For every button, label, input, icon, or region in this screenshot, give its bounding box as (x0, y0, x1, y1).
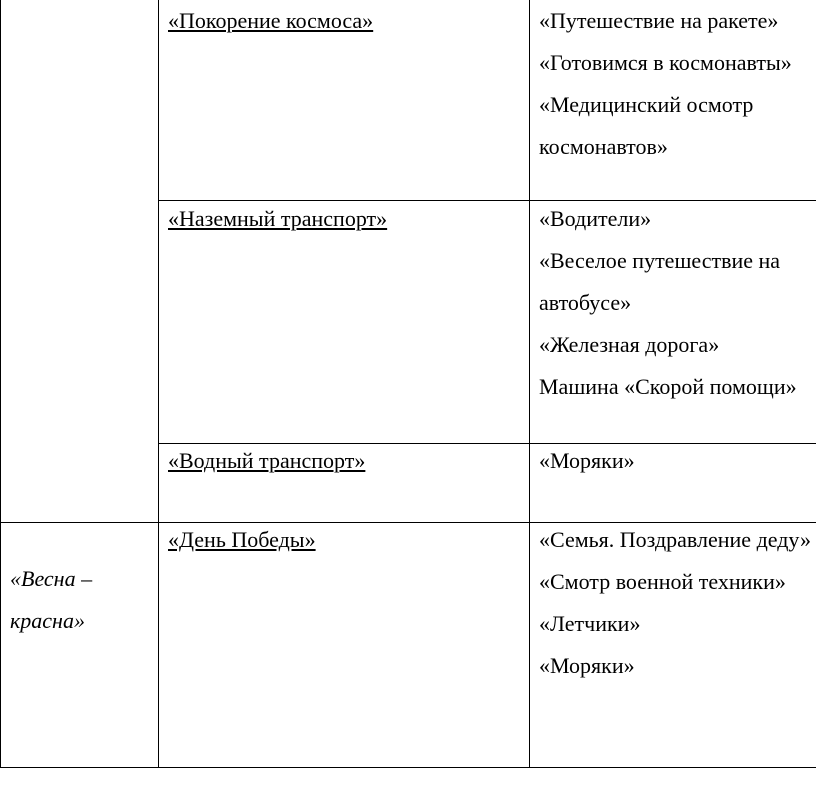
column-divider-2 (529, 0, 530, 768)
theme-label: «Водный транспорт» (168, 448, 366, 473)
season-label: красна» (10, 608, 85, 633)
activity-item: «Готовимся в космонавты» (539, 50, 792, 75)
activity-item: Машина «Скорой помощи» (539, 374, 797, 399)
activity-item: «Летчики» (539, 611, 641, 636)
activities-cell-water-transport (539, 440, 635, 482)
theme-label: «День Победы» (168, 527, 316, 552)
activities-cell-space (539, 0, 792, 168)
theme-cell-victory-day (168, 519, 316, 561)
activity-item: «Медицинский осмотр (539, 92, 754, 117)
activity-item: «Веселое путешествие на (539, 248, 781, 273)
theme-cell-space (168, 0, 373, 42)
activity-item: автобусе» (539, 290, 632, 315)
activity-item: «Моряки» (539, 448, 635, 473)
theme-label: «Покорение космоса» (168, 8, 374, 33)
column-divider-1 (158, 0, 159, 768)
activity-item: космонавтов» (539, 134, 668, 159)
activity-item: «Смотр военной техники» (539, 569, 786, 594)
activity-item: «Семья. Поздравление деду» (539, 527, 811, 552)
activities-cell-victory-day (539, 519, 811, 687)
activity-item: «Путешествие на ракете» (539, 8, 779, 33)
theme-label: «Наземный транспорт» (168, 206, 388, 231)
season-label: «Весна – (10, 566, 93, 591)
activity-item: «Водители» (539, 206, 652, 231)
activity-item: «Моряки» (539, 653, 635, 678)
activity-item: «Железная дорога» (539, 332, 720, 357)
table-border-left (0, 0, 1, 768)
theme-cell-water-transport (168, 440, 365, 482)
activities-cell-ground-transport (539, 198, 797, 408)
table-border-bottom (0, 767, 816, 768)
theme-cell-ground-transport (168, 198, 387, 240)
season-cell (10, 558, 92, 642)
